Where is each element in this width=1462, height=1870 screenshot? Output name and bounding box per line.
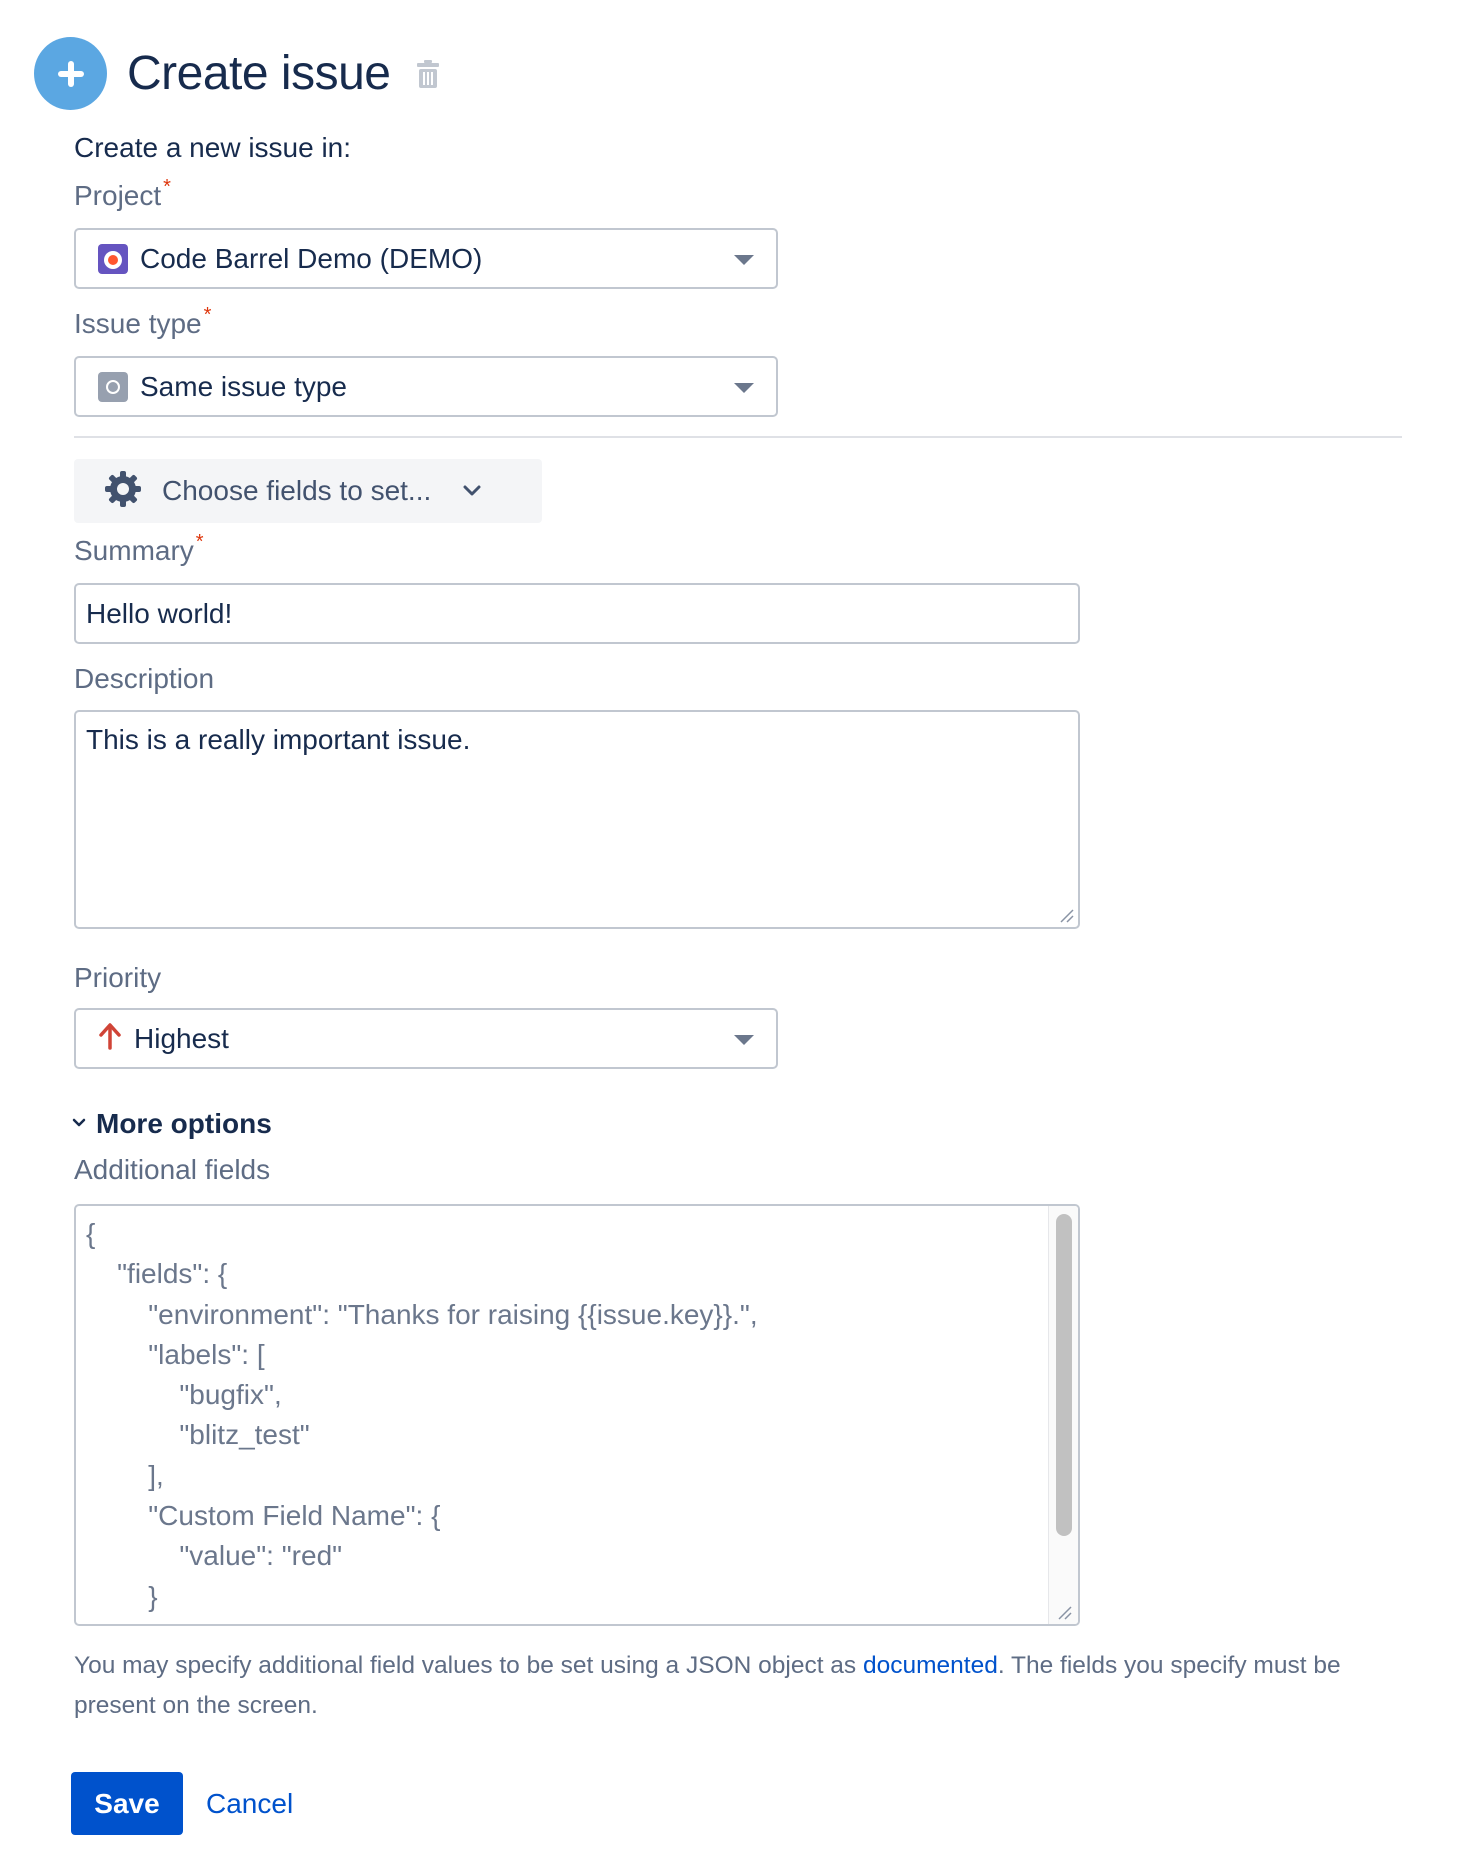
caret-down-icon [734, 383, 754, 393]
form-header [34, 36, 440, 111]
priority-select[interactable] [74, 1008, 778, 1069]
additional-fields-textarea[interactable] [74, 1204, 1080, 1626]
chevron-down-icon [463, 485, 481, 497]
project-select-value: Code Barrel Demo (DEMO) [140, 242, 483, 274]
issue-type-label-text: Issue type [74, 308, 202, 339]
issue-type-select[interactable] [74, 356, 778, 417]
intro-text: Create a new issue in: [74, 132, 352, 163]
help-text-before: You may specify additional field values to be set using a JSON object as [74, 1652, 863, 1679]
resize-handle-icon[interactable] [1056, 1604, 1072, 1620]
required-mark: * [195, 531, 204, 553]
issue-type-select-value: Same issue type [140, 370, 347, 402]
plus-icon [34, 37, 107, 110]
description-label: Description [74, 663, 215, 694]
description-textarea[interactable] [74, 710, 1080, 929]
description-value: This is a really important issue. [86, 724, 471, 755]
scrollbar-thumb[interactable] [1056, 1214, 1072, 1536]
chevron-down-icon [72, 1115, 86, 1133]
summary-input[interactable]: Hello world! [74, 583, 1080, 644]
cancel-button[interactable]: Cancel [206, 1787, 294, 1819]
caret-down-icon [734, 1035, 754, 1045]
more-options-toggle[interactable] [72, 1108, 272, 1140]
gear-icon [104, 470, 142, 513]
help-text [74, 1646, 1414, 1726]
save-button[interactable]: Save [71, 1772, 183, 1835]
documented-link[interactable]: documented [863, 1652, 998, 1679]
required-mark: * [203, 304, 212, 326]
priority-label: Priority [74, 962, 162, 993]
issue-type-icon [98, 372, 128, 402]
priority-select-value: Highest [134, 1022, 229, 1054]
project-select[interactable] [74, 228, 778, 289]
section-divider [74, 436, 1402, 438]
more-options-label: More options [96, 1108, 272, 1139]
choose-fields-button[interactable] [74, 459, 542, 523]
project-label-text: Project [74, 180, 162, 211]
project-label [74, 176, 171, 212]
issue-type-label [74, 304, 212, 340]
summary-label-text: Summary [74, 535, 194, 566]
project-avatar-icon [98, 244, 128, 274]
caret-down-icon [734, 255, 754, 265]
summary-label [74, 531, 204, 567]
resize-handle-icon[interactable] [1058, 907, 1074, 923]
required-mark: * [163, 176, 171, 198]
page-title: Create issue [127, 47, 391, 100]
additional-fields-value: { "fields": { "environment": "Thanks for raising {{issue.key}}.", "labels": [ "bugfix", "blitz_test" ], "Custom Field Name": { "value": "red" } [86, 1218, 758, 1612]
trash-icon[interactable] [416, 59, 440, 89]
arrow-up-icon [98, 1022, 122, 1055]
choose-fields-label: Choose fields to set... [162, 475, 432, 506]
additional-fields-label: Additional fields [74, 1154, 271, 1185]
help-text-after: . The fields you specify must be present on the screen. [74, 1652, 1341, 1719]
